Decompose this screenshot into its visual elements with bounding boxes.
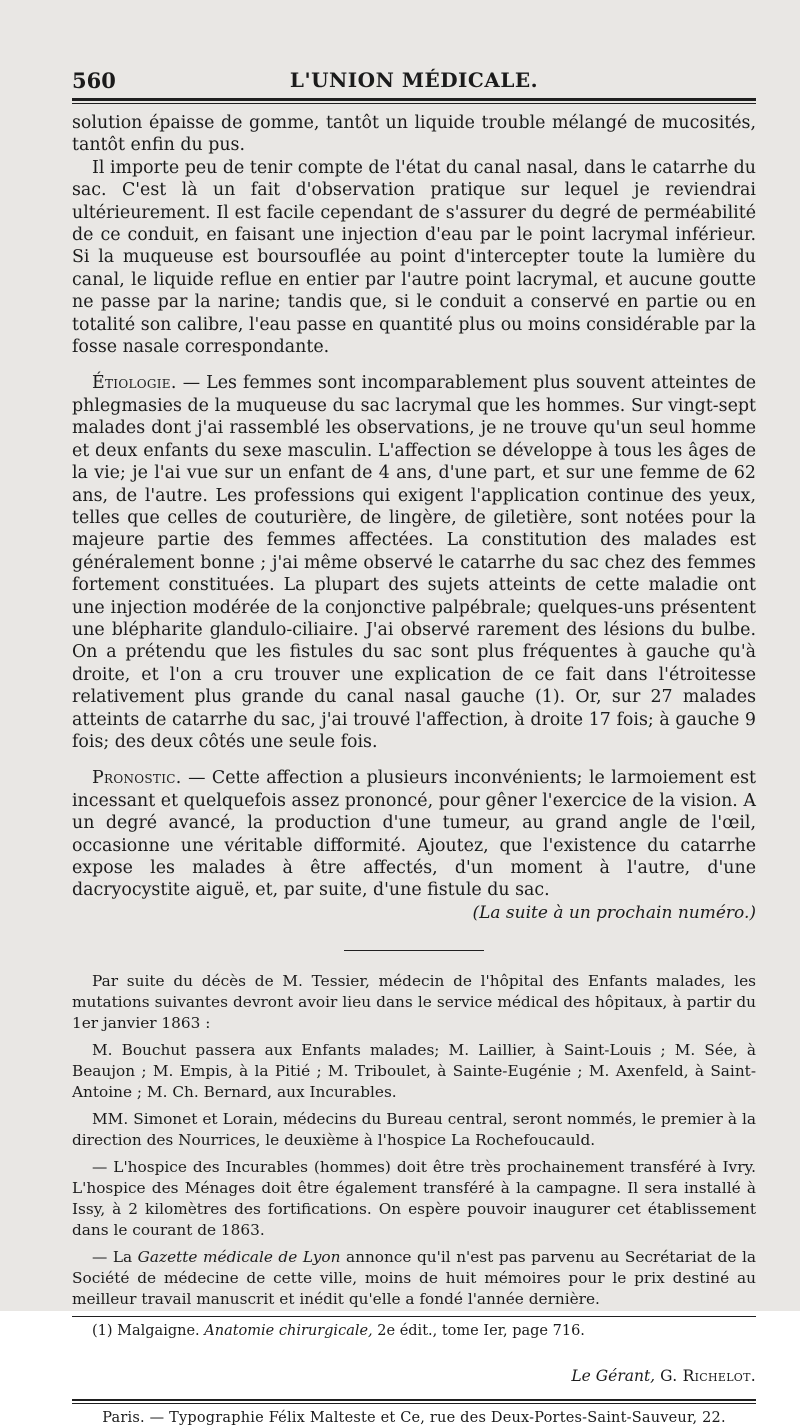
news-assignments: M. Bouchut passera aux Enfants malades; M. Laillier, à Saint-Louis ; M. Sée, à Beaujon ; M. Empis, à la Pitié ; M. Triboulet, à Sainte-Eugénie ; M. Axenfeld, à Saint-Antoine ; M. Ch. Bernard, aux Incurables. (72, 1041, 756, 1102)
signature-name: G. Richelot. (660, 1367, 756, 1386)
page-number: 560 (72, 68, 116, 93)
etiologie-heading: Étiologie. (92, 373, 177, 394)
news-gazette-pre: — La (92, 1248, 138, 1267)
continuation-note: (La suite à un prochain numéro.) (472, 902, 756, 923)
signature-label: Le Gérant, (571, 1367, 656, 1386)
signature (72, 1367, 756, 1385)
news-gazette (72, 1247, 756, 1310)
page-content (72, 60, 756, 1426)
footer-rule (72, 1399, 756, 1401)
footnote-title: Anatomie chirurgicale, (204, 1323, 373, 1340)
pronostic-text: — Cette affection a plusieurs inconvénients; le larmoiement est incessant et quelquefois assez prononcé, pour gêner l'exercice de la vision. A un degré avancé, la production d'une tumeur, au grand angle de l'œil, occasionne une véritable difformité. Ajoutez, que l'existence du catarrhe expose les malades à être affectés, d'un moment à l'autre, d'une dacryocystite aiguë, et, par suite, d'une fistule du sac. (72, 768, 756, 901)
news-hospices: — L'hospice des Incurables (hommes) doit être très prochainement transféré à Ivry. L'hospice des Ménages doit être également transféré à la campagne. Il sera installé à Issy, à 2 kilomètres des fortifications. On espère pouvoir inaugurer cet établissement dans le courant de 1863. (72, 1158, 756, 1240)
page-header (72, 60, 756, 94)
footnote-reference: 2e édit., tome Ier, page 716. (372, 1323, 585, 1340)
paragraph-continuation: solution épaisse de gomme, tantôt un liquide trouble mélangé de mucosités, tantôt enfin du pus. (72, 113, 756, 156)
article-body (72, 112, 756, 924)
news-section (72, 971, 756, 1310)
pronostic-heading: Pronostic. (92, 768, 182, 789)
footnote (72, 1321, 756, 1341)
news-mutations: Par suite du décès de M. Tessier, médecin de l'hôpital des Enfants malades, les mutations suivantes devront avoir lieu dans le service médical des hôpitaux, à partir du 1er janvier 1863 : (72, 972, 756, 1033)
journal-title: L'UNION MÉDICALE. (289, 68, 539, 92)
section-divider (344, 950, 484, 951)
footnote-rule (72, 1316, 756, 1317)
printer-imprint: Paris. — Typographie Félix Malteste et Ce, rue des Deux-Portes-Saint-Sauveur, 22. (102, 1410, 726, 1426)
etiologie-text: — Les femmes sont incomparablement plus souvent atteintes de phlegmasies de la muqueuse du sac lacrymal que les hommes. Sur vingt-sept malades dont j'ai rassemblé les observations, je ne trouve qu'un seul homme et deux enfants du sexe masculin. L'affection se développe à tous les âges de la vie; je l'ai vue sur un enfant de 4 ans, d'une part, et sur une femme de 62 ans, de l'autre. Les professions qui exigent l'application continue des yeux, telles que celles de couturière, de lingère, de giletière, sont notées pour la majeure partie des femmes affectées. La constitution des malades est généralement bonne ; j'ai même observé le catarrhe du sac chez des femmes fortement constituées. La plupart des sujets atteints de cette maladie ont une injection modérée de la conjonctive palpébrale; quelques-uns présentent une blépharite glandulo-ciliaire. J'ai observé rarement des lésions du bulbe. On a prétendu que les fistules du sac sont plus fréquentes à gauche qu'à droite, et l'on a cru trouver une explication de ce fait dans l'étroitesse relativement plus grande du canal nasal gauche (1). Or, sur 27 malades atteints de catarrhe du sac, j'ai trouvé l'affection, à droite 17 fois; à gauche 9 fois; des deux côtés une seule fois. (72, 373, 756, 752)
paragraph-pronostic (72, 767, 756, 901)
paragraph-etiologie (72, 372, 756, 753)
paragraph-canal-nasal: Il importe peu de tenir compte de l'état du canal nasal, dans le catarrhe du sac. C'est là un fait d'observation pratique sur lequel je reviendrai ultérieurement. Il est facile cependant de s'assurer du degré de perméabilité de ce conduit, en faisant une injection d'eau par le point lacrymal inférieur. Si la muqueuse est boursouflée au point d'intercepter toute la lumière du canal, le liquide reflue en entier par l'autre point lacrymal, et aucune goutte ne passe par la narine; tandis que, si le conduit a conservé en partie ou en totalité son calibre, l'eau passe en quantité plus ou moins considérable par la fosse nasale correspondante. (72, 157, 756, 358)
news-gazette-post: annonce qu'il n'est pas parvenu au Secrétariat de la Société de médecine de cette ville, moins de huit mémoires pour le prix destiné au meilleur travail manuscrit et inédit qu'elle a fondé l'année dernière. (72, 1248, 756, 1309)
footer-rule-thin (72, 1403, 756, 1404)
footnote-author: (1) Malgaigne. (92, 1323, 205, 1340)
header-rule (72, 98, 756, 101)
news-gazette-title: Gazette médicale de Lyon (137, 1248, 341, 1267)
header-rule-thin (72, 103, 756, 104)
news-nominations: MM. Simonet et Lorain, médecins du Bureau central, seront nommés, le premier à la direction des Nourrices, le deuxième à l'hospice La Rochefoucauld. (72, 1110, 756, 1150)
